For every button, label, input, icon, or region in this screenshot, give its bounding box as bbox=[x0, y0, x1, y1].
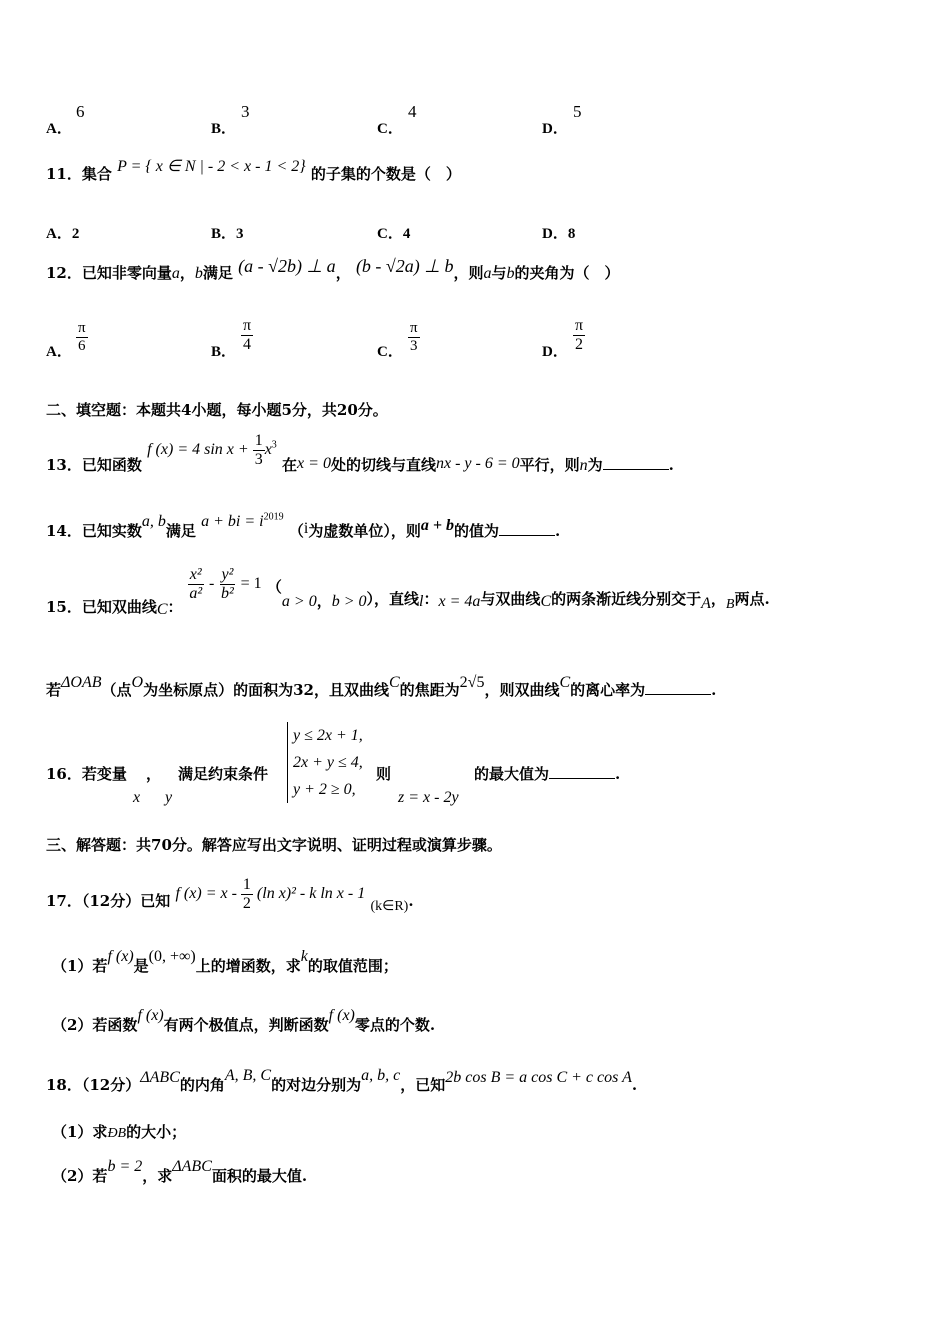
q12-option-a-fraction: $\frac{\pi}{6}$ bbox=[78, 320, 86, 354]
q12-option-d-label: D． bbox=[542, 344, 568, 360]
q14-answer-blank[interactable] bbox=[499, 535, 555, 536]
q13-function-expression: f (x) = 4 sin x + $\frac{1}{3}$ $x^3$ bbox=[147, 432, 277, 468]
triangle-abc: ΔABC bbox=[140, 1069, 180, 1086]
q13-line-equation: nx - y - 6 = 0 bbox=[435, 454, 520, 472]
q15-l2-text-2: （点 bbox=[101, 681, 132, 699]
q12-sep: ， bbox=[179, 264, 195, 282]
q12-option-c-fraction: $\frac{\pi}{3}$ bbox=[410, 320, 418, 354]
q16-stem-text-2: 满足约束条件 bbox=[178, 765, 269, 783]
q15-l2-text-1: 若 bbox=[46, 681, 62, 699]
q18-text-3: 的对边分别为 bbox=[271, 1076, 362, 1094]
q17-function-expression: f (x) = x - $\frac{1}{2}$ (ln x)² - k ln x - 1 bbox=[175, 876, 366, 912]
hyperbola-c-ref-2: C bbox=[388, 674, 400, 691]
q15-stem-line-2 bbox=[46, 674, 717, 700]
q12-text-5: 的夹角为（ ） bbox=[514, 264, 620, 282]
q17-end: . bbox=[408, 891, 414, 910]
q12-comma: ， bbox=[335, 264, 351, 282]
q16-answer-blank[interactable] bbox=[549, 778, 615, 779]
q17-part-2: （2）若函数f (x)有两个极值点，判断函数f (x)零点的个数. bbox=[52, 1007, 436, 1034]
q11-option-b: B．3 bbox=[211, 226, 244, 242]
q16-comma: ， bbox=[146, 765, 162, 783]
q10-option-a-value: 6 bbox=[76, 102, 85, 121]
origin-o: O bbox=[131, 674, 144, 691]
q17-text-1: 17．（12分）已知 bbox=[46, 891, 171, 910]
q15-colon-2: ： bbox=[423, 590, 439, 609]
q13-text-1: 13．已知函数 bbox=[46, 455, 142, 474]
angle-b: ÐB bbox=[107, 1126, 127, 1141]
q17-stem bbox=[46, 876, 414, 920]
q15-l2-text-5: ，则双曲线 bbox=[484, 681, 560, 699]
q16-variable-x: x bbox=[133, 789, 141, 806]
q13-stem bbox=[46, 430, 674, 474]
q11-number: 11．集合 bbox=[46, 165, 112, 183]
q10-option-b-label: B． bbox=[211, 121, 237, 137]
q15-fraction-y: $\frac{\text{y²}}{\text{b²}}$ bbox=[221, 566, 234, 602]
q12-text-2: 满足 bbox=[202, 264, 233, 282]
q15-text-4: 两点. bbox=[734, 590, 770, 609]
vector-a-ref: a bbox=[483, 265, 492, 282]
vector-b-ref: b bbox=[506, 265, 515, 282]
q10-option-d-label: D． bbox=[542, 121, 568, 137]
q13-answer-blank[interactable] bbox=[603, 469, 669, 470]
q14-text-4: 为虚数单位），则 bbox=[308, 522, 421, 540]
q15-equals-one: = 1 bbox=[240, 575, 262, 593]
q11-option-a: A．2 bbox=[46, 226, 80, 242]
q15-text-line: ），直线 bbox=[366, 590, 420, 609]
q16-stem-text-3: 则 bbox=[376, 765, 392, 783]
q15-stem bbox=[46, 566, 770, 619]
q12-text-3: ，则 bbox=[453, 264, 484, 282]
line-l: l bbox=[419, 593, 424, 611]
imaginary-unit: i bbox=[303, 520, 309, 537]
constraint-3: y + 2 ≥ 0, bbox=[293, 781, 356, 798]
q16-stem-text-4: 的最大值为 . bbox=[474, 765, 621, 783]
q18-text-2: 的内角 bbox=[179, 1076, 225, 1094]
q15-end: . bbox=[711, 681, 717, 699]
q14-text-3: （ bbox=[288, 522, 304, 540]
q18-angles: A, B, C bbox=[224, 1067, 272, 1084]
q15-paren: （ bbox=[266, 578, 282, 597]
q18-part-1: （1）求ÐB的大小； bbox=[52, 1123, 187, 1141]
constraint-2: 2x + y ≤ 4, bbox=[293, 754, 363, 771]
constraint-1: y ≤ 2x + 1, bbox=[293, 727, 363, 744]
q12-text-1: 12．已知非零向量 bbox=[46, 264, 172, 282]
focal-distance: 2√5 bbox=[459, 674, 485, 691]
q12-option-d-fraction: $\frac{\pi}{2}$ bbox=[575, 317, 584, 353]
q17-k: k bbox=[300, 948, 308, 965]
q14-text-5: 的值为 bbox=[453, 522, 499, 540]
q11-question-tail: 的子集的个数是（ ） bbox=[310, 165, 461, 183]
section-2-heading: 二、填空题：本题共4小题，每小题5分，共20分。 bbox=[46, 401, 388, 419]
q12-text-4: 与 bbox=[491, 264, 507, 282]
q15-b-positive: b > 0 bbox=[331, 593, 367, 611]
q15-l2-text-6: 的离心率为 bbox=[570, 681, 646, 699]
q18-sides: a, b, c bbox=[361, 1067, 401, 1084]
q17-part-1: （1）若f (x)是(0, +∞)上的增函数，求k的取值范围； bbox=[52, 948, 398, 975]
q18-part-2: （2）若b = 2，求ΔABC面积的最大值. bbox=[52, 1158, 308, 1185]
q18-text-4: ，已知 bbox=[400, 1076, 446, 1094]
q10-option-d-value: 5 bbox=[573, 102, 582, 121]
point-a: A bbox=[701, 595, 711, 613]
q18-b-value: b = 2 bbox=[107, 1158, 143, 1175]
q15-text-3: 的两条渐近线分别交于 bbox=[551, 590, 702, 609]
vector-b: b bbox=[194, 265, 203, 282]
q15-minus: - bbox=[208, 575, 215, 593]
q11-option-c: C．4 bbox=[377, 226, 411, 242]
q15-answer-blank[interactable] bbox=[645, 694, 711, 695]
q10-option-b-value: 3 bbox=[241, 102, 250, 121]
q11-set-expression: P = { x ∈ N | - 2 < x - 1 < 2} bbox=[117, 158, 306, 175]
q15-comma: ， bbox=[316, 592, 332, 611]
q12-option-a-label: A． bbox=[46, 344, 72, 360]
q14-sum: a + b bbox=[420, 517, 454, 534]
q18-equation: 2b cos B = a cos C + c cos A bbox=[445, 1069, 632, 1086]
q12-condition-2: (b - √2a) ⊥ b bbox=[355, 256, 454, 276]
hyperbola-c-ref-3: C bbox=[559, 674, 571, 691]
q13-end: . bbox=[668, 455, 674, 474]
q13-point-condition: x = 0 bbox=[297, 454, 331, 472]
q18-stem bbox=[46, 1067, 638, 1095]
q11-option-d: D．8 bbox=[542, 226, 576, 242]
q17-fx: f (x) bbox=[107, 948, 134, 965]
q15-l2-text-4: 的焦距为 bbox=[399, 681, 460, 699]
q16-stem-text-1: 16．若变量 bbox=[46, 765, 127, 783]
q15-line-equation: x = 4a bbox=[438, 593, 481, 611]
q17-fx-ref-2: f (x) bbox=[328, 1007, 355, 1024]
q15-text-1: 15．已知双曲线 bbox=[46, 598, 157, 617]
q11-stem bbox=[46, 158, 461, 184]
q13-text-5: 为 bbox=[587, 455, 603, 474]
q13-text-2: 在 bbox=[282, 455, 298, 474]
hyperbola-c: C bbox=[156, 601, 168, 619]
q15-text-2: 与双曲线 bbox=[480, 590, 541, 609]
q14-end: . bbox=[554, 522, 561, 540]
q10-option-c-label: C． bbox=[377, 121, 403, 137]
q15-comma-2: ， bbox=[710, 590, 726, 609]
q14-text-2: 满足 bbox=[165, 522, 196, 540]
q16-variable-y: y bbox=[165, 789, 173, 806]
q14-equation: a + bi = $i^{2019}$ bbox=[201, 511, 284, 530]
q15-a-positive: a > 0 bbox=[281, 593, 317, 611]
point-b: B bbox=[725, 597, 735, 613]
q13-text-3: 处的切线与直线 bbox=[330, 455, 436, 474]
q18-end: . bbox=[631, 1076, 638, 1094]
q15-l2-text-3: 为坐标原点）的面积为32，且双曲线 bbox=[143, 681, 389, 699]
q12-stem bbox=[46, 256, 620, 283]
q12-option-b-label: B． bbox=[211, 344, 237, 360]
q13-text-4: 平行，则 bbox=[519, 455, 580, 474]
q15-fraction-x: $\frac{\text{x²}}{\text{a²}}$ bbox=[189, 566, 203, 602]
q12-condition-1: (a - √2b) ⊥ a bbox=[238, 256, 336, 276]
q17-domain: (k∈R) bbox=[370, 898, 409, 914]
q12-option-c-label: C． bbox=[377, 344, 403, 360]
q13-variable-n: n bbox=[579, 456, 588, 474]
q12-option-b-fraction: $\frac{\pi}{4}$ bbox=[243, 317, 252, 353]
q10-option-c-value: 4 bbox=[408, 102, 417, 121]
q14-variables: a, b bbox=[141, 513, 166, 530]
q15-colon: ： bbox=[167, 598, 183, 617]
q17-fx-ref: f (x) bbox=[137, 1007, 164, 1024]
hyperbola-c-ref: C bbox=[540, 593, 552, 611]
triangle-oab: ΔOAB bbox=[61, 674, 102, 691]
q16-objective: z = x - 2y bbox=[398, 789, 459, 806]
q17-interval: (0, +∞) bbox=[148, 948, 196, 965]
vector-a: a bbox=[171, 265, 180, 282]
q10-option-a-label: A． bbox=[46, 121, 72, 137]
section-3-heading: 三、解答题：共70分。解答应写出文字说明、证明过程或演算步骤。 bbox=[46, 836, 502, 854]
q18-text-1: 18．（12分） bbox=[46, 1076, 141, 1094]
q14-stem bbox=[46, 511, 561, 541]
triangle-abc-ref: ΔABC bbox=[172, 1158, 212, 1175]
q14-text-1: 14．已知实数 bbox=[46, 522, 142, 540]
q16-constraint-system bbox=[287, 722, 363, 803]
